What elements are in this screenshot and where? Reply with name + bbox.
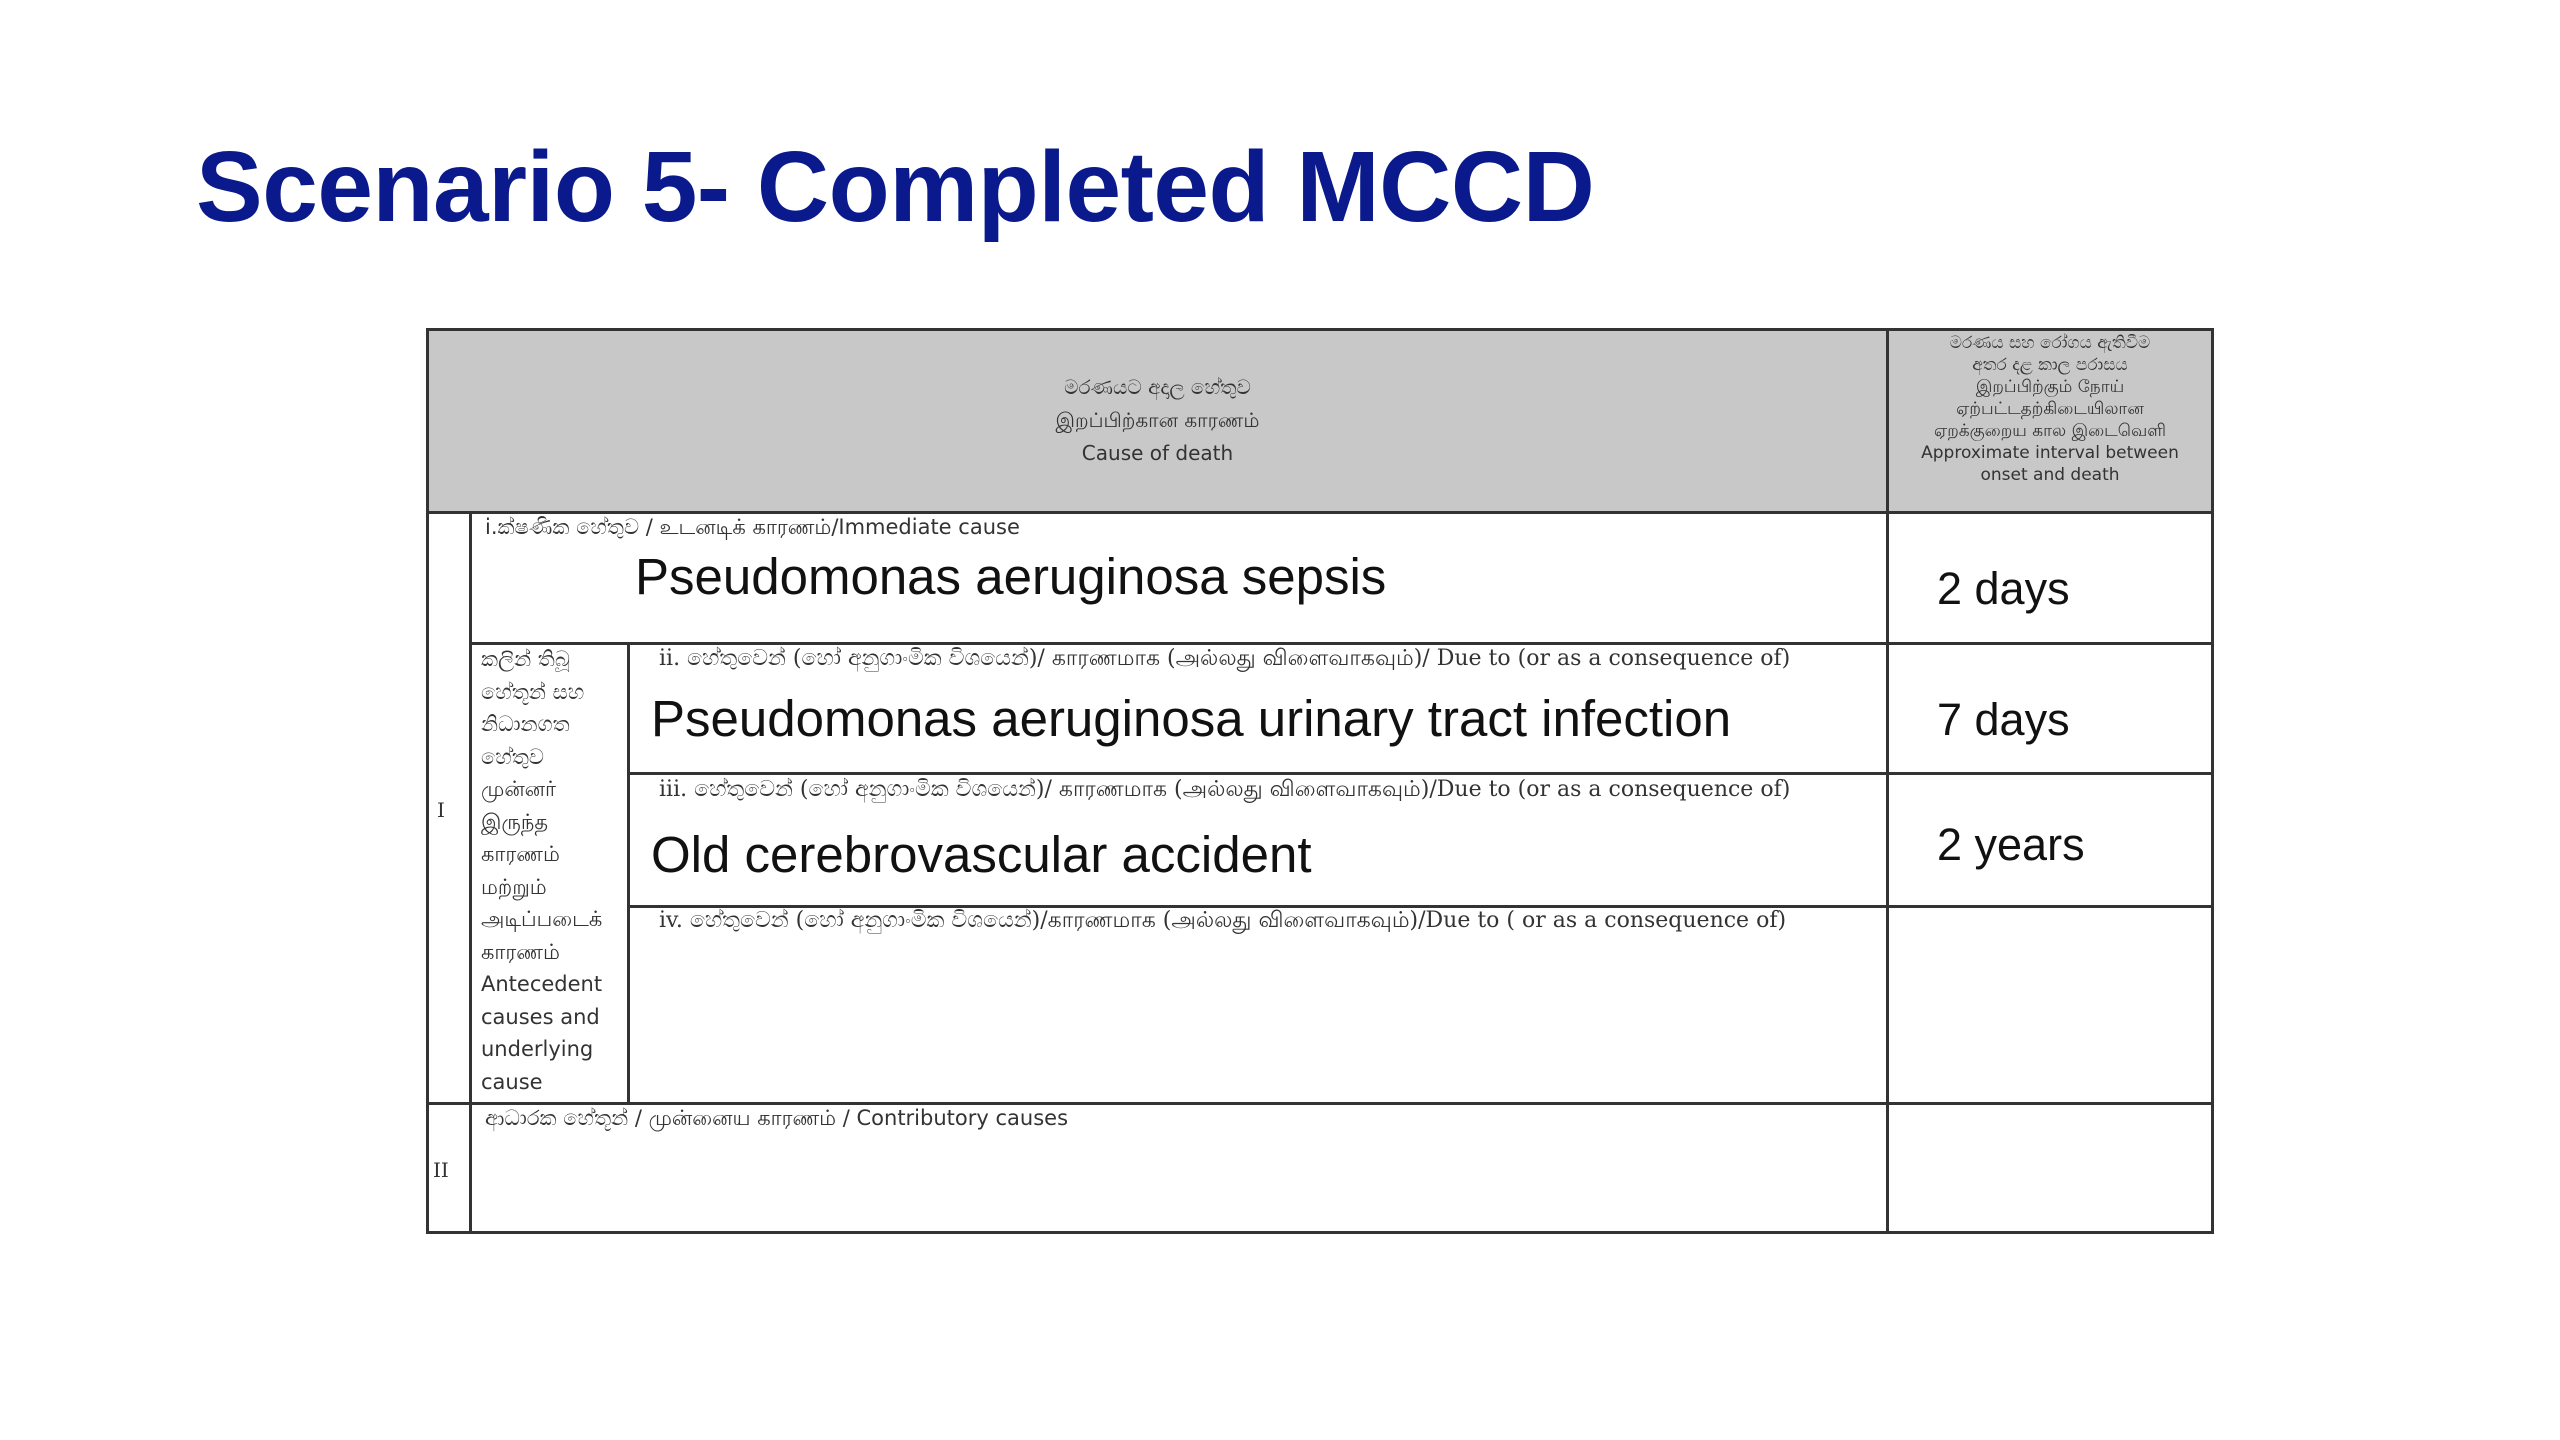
due-to-ii-interval[interactable]: 7 days — [1937, 694, 2070, 745]
header-interval-english-1: Approximate interval between — [1921, 443, 2179, 463]
immediate-cause-label: i.ක්ෂණික හේතුව / உடனடிக் காரணம்/Immediate cause — [485, 515, 1020, 539]
header-cause-english: Cause of death — [1081, 441, 1234, 465]
immediate-cause-entry[interactable]: Pseudomonas aeruginosa sepsis — [635, 548, 1387, 605]
mccd-cause-of-death-table — [426, 328, 2214, 1234]
header-cause-tamil: இறப்பிற்கான காரணம் — [1055, 408, 1260, 432]
row-line-1 — [469, 642, 2211, 645]
header-cause-sinhala: මරණයට අදාල හේතුව — [1064, 375, 1251, 399]
immediate-cause-interval[interactable]: 2 days — [1937, 563, 2070, 614]
header-interval-tamil-1: இறப்பிற்கும் நோய் — [1975, 377, 2125, 397]
due-to-iv-label: iv. හේතුවෙන් (හෝ අනුගාංමික විශයෙන්)/காரணமாக (அல்லது விளைவாகவும்)/Due to ( or as a consequence of) — [659, 908, 1787, 933]
contributory-causes-label: ආධාරක හේතූන් / முன்னைய காரணம் / Contributory causes — [485, 1106, 1069, 1130]
due-to-iii-label: iii. හේතුවෙන් (හෝ අනුගාංමික විශයෙන්)/ காரணமாக (அல்லது விளைவாகவும்)/Due to (or as a consequence of) — [659, 777, 1791, 802]
header-cause-of-death — [429, 331, 1886, 511]
header-interval-sinhala-1: මරණය සහ රෝගය ඇතිවීම — [1949, 333, 2151, 353]
due-to-ii-entry[interactable]: Pseudomonas aeruginosa urinary tract infection — [651, 690, 1732, 747]
due-to-ii-label: ii. හේතුවෙන් (හෝ අනුගාංමික විශයෙන්)/ காரணமாக (அல்லது விளைவாகவும்)/ Due to (or as a consequence of) — [659, 646, 1791, 671]
header-bottom-line — [429, 511, 2211, 514]
row-line-2 — [627, 772, 2211, 775]
interval-column-line — [1886, 331, 1889, 1231]
header-interval-sinhala-2: අතර දළ කාල පරාසය — [1972, 355, 2128, 375]
part-divider-line — [429, 1102, 2211, 1105]
header-interval — [1889, 331, 2211, 511]
part-number-column-line — [469, 511, 472, 1231]
header-interval-english-2: onset and death — [1980, 465, 2120, 485]
part-one-label: I — [437, 798, 445, 822]
due-to-iii-interval[interactable]: 2 years — [1937, 819, 2085, 870]
due-to-iii-entry[interactable]: Old cerebrovascular accident — [651, 826, 1312, 883]
antecedent-causes-label: කලින් තිබූ හේතූන් සහ නිධානගත හේතුව முன்னர் இருந்த காரணம் மற்றும் அடிப்படைக் காரணம் Antecedent causes and underlying cause — [481, 647, 603, 1094]
slide-title: Scenario 5- Completed MCCD — [196, 131, 1595, 243]
antecedent-column-line — [627, 642, 630, 1102]
header-interval-tamil-3: ஏறக்குறைய கால இடைவெளி — [1933, 421, 2167, 441]
part-two-label: II — [433, 1158, 449, 1182]
header-interval-tamil-2: ஏற்பட்டதற்கிடையிலான — [1956, 399, 2144, 419]
